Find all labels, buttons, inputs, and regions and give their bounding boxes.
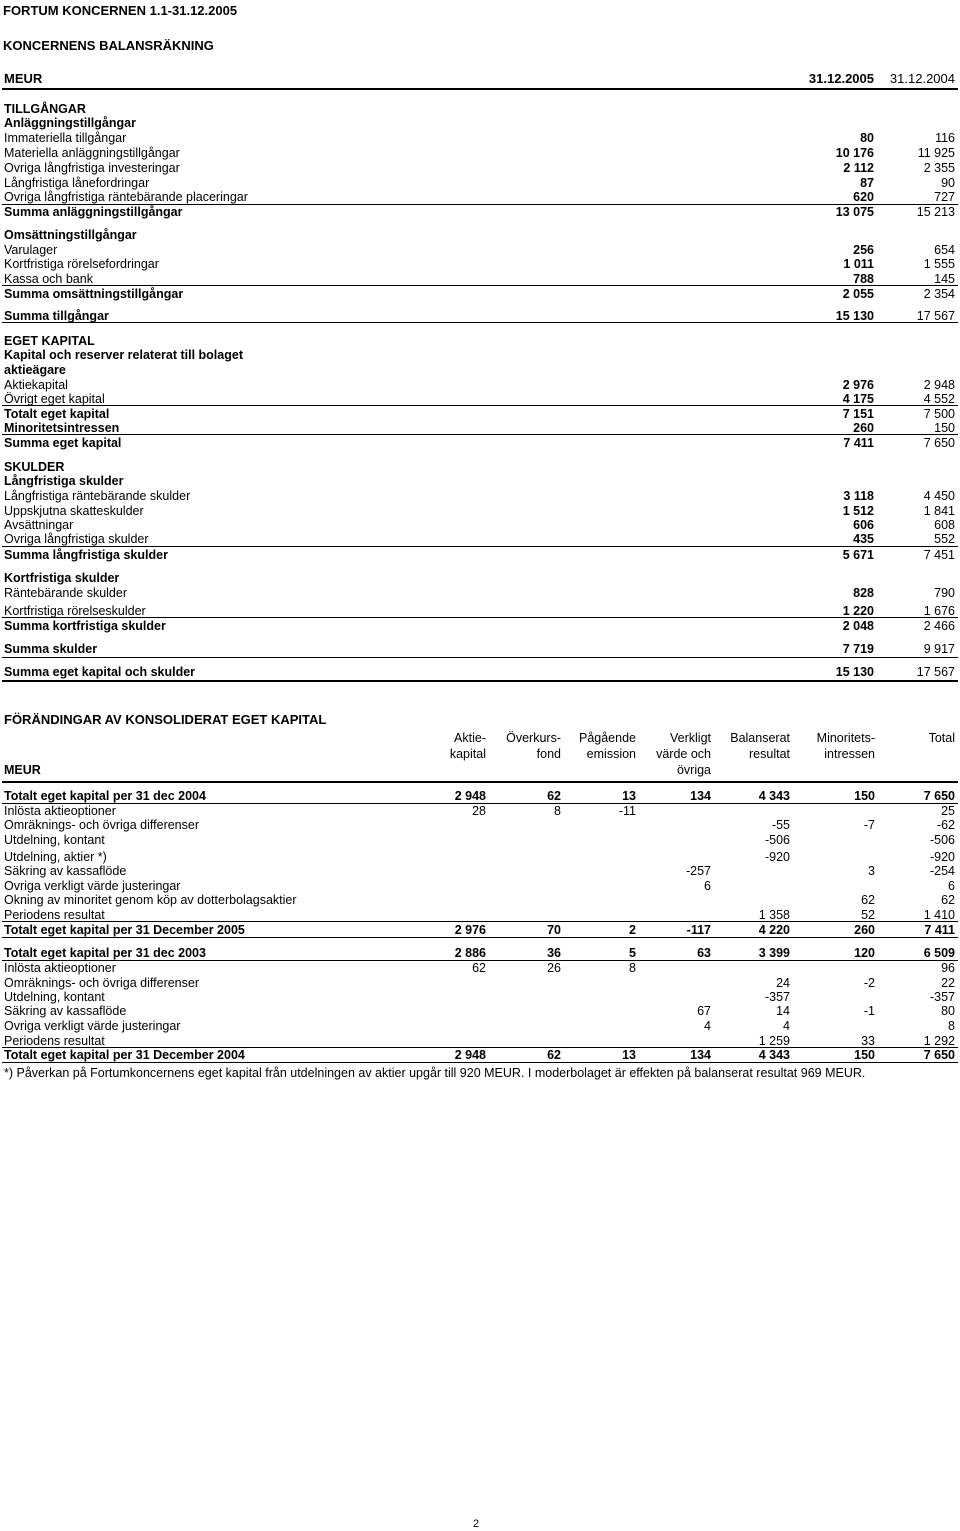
balance-value-2005: 620 <box>853 190 874 204</box>
changes-cell: 6 <box>948 879 955 893</box>
column-header-2005: 31.12.2005 <box>808 71 874 86</box>
changes-cell: -920 <box>929 850 955 864</box>
changes-cell: -117 <box>686 923 711 937</box>
changes-cell: 2 948 <box>454 1048 486 1062</box>
balance-value-2004: 2 354 <box>923 287 955 301</box>
table-rule <box>2 921 958 922</box>
balance-value-2004: 17 567 <box>916 309 955 323</box>
changes-cell: 134 <box>690 789 711 803</box>
changes-cell: -62 <box>936 818 955 832</box>
balance-value-2004: 90 <box>941 176 955 190</box>
changes-cell: 62 <box>547 789 561 803</box>
changes-cell: -7 <box>863 818 875 832</box>
balance-value-2005: 13 075 <box>835 205 874 219</box>
balance-value-2005: 3 118 <box>843 489 874 503</box>
balance-value-2004: 2 355 <box>923 161 955 175</box>
balance-row-label: Summa omsättningstillgångar <box>4 287 184 301</box>
balance-row-label: Räntebärande skulder <box>4 586 127 600</box>
changes-cell: 260 <box>854 923 875 937</box>
balance-row-label: Summa skulder <box>4 642 98 656</box>
balance-value-2004: 9 917 <box>923 642 955 656</box>
changes-cell: 5 <box>629 946 636 960</box>
table-rule <box>2 937 958 938</box>
section-subheading: Anläggningstillgångar <box>4 116 136 130</box>
footnote: *) Påverkan på Fortumkoncernens eget kapital från utdelningen av aktier upgår till 920 MEUR. I moderbolaget är effekten på balanserat resultat 969 MEUR. <box>4 1066 866 1080</box>
changes-row-label: Periodens resultat <box>4 1034 105 1048</box>
balance-value-2005: 7 151 <box>842 407 874 421</box>
changes-row-label: Utdelning, kontant <box>4 990 105 1004</box>
balance-row-label: Ovriga långfristiga investeringar <box>4 161 180 175</box>
changes-row-label: Totalt eget kapital per 31 dec 2003 <box>4 946 206 960</box>
balance-value-2004: 17 567 <box>916 665 955 679</box>
changes-cell: 1 410 <box>923 908 955 922</box>
changes-row-label: Ovriga verkligt värde justeringar <box>4 1019 181 1033</box>
changes-cell: 22 <box>941 976 955 990</box>
balance-row-label: Summa eget kapital <box>4 436 122 450</box>
balance-value-2004: 7 451 <box>923 548 955 562</box>
changes-cell: 4 343 <box>758 789 790 803</box>
changes-cell: 8 <box>554 804 561 818</box>
changes-cell: 70 <box>547 923 561 937</box>
section-subheading: aktieägare <box>4 363 66 377</box>
balance-value-2004: 552 <box>934 532 955 546</box>
changes-cell: 4 220 <box>758 923 790 937</box>
changes-title: FÖRÄNDINGAR AV KONSOLIDERAT EGET KAPITAL <box>4 712 327 727</box>
balance-row-label: Avsättningar <box>4 518 74 532</box>
balance-row-label: Kortfristiga rörelsefordringar <box>4 257 159 271</box>
changes-column-header: intressen <box>824 747 875 761</box>
section-heading: SKULDER <box>4 460 65 474</box>
balance-value-2004: 790 <box>934 586 955 600</box>
balance-row-label: Långfristiga lånefordringar <box>4 176 150 190</box>
balance-value-2005: 1 512 <box>842 504 874 518</box>
balance-row-label: Immateriella tillgångar <box>4 131 127 145</box>
balance-value-2004: 7 500 <box>923 407 955 421</box>
changes-cell: 2 886 <box>454 946 486 960</box>
balance-value-2005: 788 <box>853 272 874 286</box>
changes-row-label: Totalt eget kapital per 31 December 2004 <box>4 1048 245 1062</box>
balance-value-2004: 608 <box>934 518 955 532</box>
balance-row-label: Summa kortfristiga skulder <box>4 619 166 633</box>
changes-cell: 36 <box>547 946 561 960</box>
balance-value-2004: 116 <box>935 131 955 145</box>
balance-value-2005: 606 <box>853 518 874 532</box>
balance-value-2004: 2 466 <box>923 619 955 633</box>
balance-value-2005: 1 220 <box>842 604 874 618</box>
changes-cell: 7 411 <box>924 923 955 937</box>
changes-row-label: Ovriga verkligt värde justeringar <box>4 879 181 893</box>
table-rule <box>2 1047 958 1048</box>
balance-value-2005: 256 <box>853 243 874 257</box>
balance-row-label: Långfristiga räntebärande skulder <box>4 489 191 503</box>
changes-cell: 6 509 <box>923 946 955 960</box>
changes-row-label: Utdelning, kontant <box>4 833 105 847</box>
balance-row-label: Summa eget kapital och skulder <box>4 665 196 679</box>
section-heading: EGET KAPITAL <box>4 334 95 348</box>
page-number: 2 <box>473 1518 480 1530</box>
changes-cell: 1 259 <box>758 1034 790 1048</box>
balance-row-label: Uppskjutna skatteskulder <box>4 504 144 518</box>
changes-cell: 67 <box>697 1004 711 1018</box>
balance-value-2005: 828 <box>853 586 874 600</box>
changes-cell: -506 <box>764 833 790 847</box>
balance-value-2004: 11 925 <box>917 146 955 160</box>
table-rule <box>2 322 958 323</box>
changes-row-label: Säkring av kassaflöde <box>4 1004 127 1018</box>
table-rule <box>2 680 958 682</box>
changes-cell: -1 <box>863 1004 875 1018</box>
changes-column-header: Balanserat <box>730 731 790 745</box>
balance-value-2005: 7 411 <box>843 436 874 450</box>
table-rule <box>2 546 958 547</box>
balance-row-label: Övrigt eget kapital <box>4 392 105 406</box>
balance-value-2005: 7 719 <box>842 642 874 656</box>
changes-cell: 7 650 <box>923 789 955 803</box>
changes-column-header: värde och <box>656 747 711 761</box>
changes-cell: 28 <box>472 804 486 818</box>
table-rule <box>2 617 958 618</box>
changes-cell: 62 <box>472 961 486 975</box>
changes-column-header: emission <box>586 747 636 761</box>
changes-column-header: Överkurs- <box>506 731 561 745</box>
report-title: KONCERNENS BALANSRÄKNING <box>3 38 214 53</box>
balance-value-2004: 4 450 <box>923 489 955 503</box>
column-header-2004: 31.12.2004 <box>889 71 955 86</box>
changes-cell: 3 399 <box>758 946 790 960</box>
changes-cell: 62 <box>547 1048 561 1062</box>
changes-column-header: Minoritets- <box>816 731 875 745</box>
changes-cell: 1 358 <box>758 908 790 922</box>
changes-cell: 52 <box>861 908 875 922</box>
changes-cell: 4 343 <box>758 1048 790 1062</box>
changes-cell: 1 292 <box>923 1034 955 1048</box>
section-subheading: Långfristiga skulder <box>4 474 124 488</box>
changes-cell: 134 <box>690 1048 711 1062</box>
changes-cell: -55 <box>771 818 790 832</box>
table-rule <box>2 434 958 435</box>
balance-row-label: Summa långfristiga skulder <box>4 548 168 562</box>
balance-value-2005: 435 <box>853 532 874 546</box>
changes-cell: 96 <box>941 961 955 975</box>
changes-cell: 14 <box>776 1004 790 1018</box>
balance-row-label: Materiella anläggningstillgångar <box>4 146 180 160</box>
balance-value-2005: 4 175 <box>842 392 874 406</box>
changes-row-label: Totalt eget kapital per 31 dec 2004 <box>4 789 206 803</box>
changes-cell: 3 <box>868 864 875 878</box>
changes-row-label: Periodens resultat <box>4 908 105 922</box>
table-rule <box>2 803 958 804</box>
table-rule <box>2 657 958 658</box>
changes-cell: 150 <box>854 1048 875 1062</box>
balance-row-label: Ovriga långfristiga skulder <box>4 532 149 546</box>
changes-cell: 150 <box>854 789 875 803</box>
changes-column-header: kapital <box>449 747 486 761</box>
table-rule <box>2 960 958 961</box>
changes-cell: 24 <box>776 976 790 990</box>
changes-meur: MEUR <box>4 763 41 777</box>
balance-value-2005: 2 112 <box>843 161 874 175</box>
changes-row-label: Inlösta aktieoptioner <box>4 961 116 975</box>
changes-cell: 120 <box>854 946 875 960</box>
balance-value-2004: 727 <box>934 190 955 204</box>
changes-cell: -357 <box>929 990 955 1004</box>
balance-row-label: Kassa och bank <box>4 272 93 286</box>
changes-cell: 80 <box>941 1004 955 1018</box>
changes-column-header: övriga <box>676 763 711 777</box>
balance-row-label: Aktiekapital <box>4 378 68 392</box>
balance-value-2004: 15 213 <box>916 205 955 219</box>
changes-cell: -11 <box>618 804 636 818</box>
balance-row-label: Kortfristiga rörelseskulder <box>4 604 146 618</box>
table-rule <box>2 1062 958 1063</box>
balance-value-2005: 2 976 <box>842 378 874 392</box>
balance-value-2004: 1 555 <box>923 257 955 271</box>
section-subheading: Omsättningstillgångar <box>4 228 137 242</box>
table-rule <box>2 781 958 783</box>
changes-cell: 2 <box>629 923 636 937</box>
balance-row-label: Minoritetsintressen <box>4 421 120 435</box>
balance-value-2005: 87 <box>860 176 874 190</box>
balance-value-2005: 10 176 <box>835 146 874 160</box>
balance-value-2005: 5 671 <box>842 548 874 562</box>
changes-column-header: Aktie- <box>454 731 486 745</box>
balance-value-2004: 1 676 <box>923 604 955 618</box>
balance-row-label: Summa tillgångar <box>4 309 109 323</box>
balance-value-2005: 15 130 <box>835 309 874 323</box>
changes-row-label: Omräknings- och övriga differenser <box>4 818 199 832</box>
balance-value-2004: 145 <box>934 272 955 286</box>
column-header-meur: MEUR <box>4 71 43 86</box>
balance-row-label: Ovriga långfristiga räntebärande placeringar <box>4 190 248 204</box>
balance-value-2004: 654 <box>934 243 955 257</box>
changes-cell: 33 <box>861 1034 875 1048</box>
changes-cell: 6 <box>704 879 711 893</box>
balance-value-2004: 1 841 <box>923 504 955 518</box>
balance-value-2005: 260 <box>853 421 874 435</box>
changes-column-header: fond <box>536 747 561 761</box>
changes-cell: 62 <box>861 893 875 907</box>
balance-row-label: Summa anläggningstillgångar <box>4 205 183 219</box>
balance-value-2004: 150 <box>934 421 955 435</box>
changes-cell: 2 976 <box>454 923 486 937</box>
balance-value-2005: 80 <box>860 131 874 145</box>
changes-cell: 4 <box>704 1019 711 1033</box>
changes-cell: -254 <box>929 864 955 878</box>
balance-row-label: Totalt eget kapital <box>4 407 110 421</box>
changes-cell: 8 <box>948 1019 955 1033</box>
changes-column-header: resultat <box>749 747 790 761</box>
changes-row-label: Okning av minoritet genom köp av dotterbolagsaktier <box>4 893 297 907</box>
section-heading: TILLGÅNGAR <box>4 102 86 116</box>
changes-cell: 8 <box>629 961 636 975</box>
balance-value-2004: 7 650 <box>923 436 955 450</box>
changes-row-label: Omräknings- och övriga differenser <box>4 976 199 990</box>
balance-value-2005: 2 048 <box>842 619 874 633</box>
changes-row-label: Totalt eget kapital per 31 December 2005 <box>4 923 245 937</box>
table-rule <box>2 285 958 286</box>
section-subheading: Kapital och reserver relaterat till bolaget <box>4 348 243 362</box>
changes-row-label: Utdelning, aktier *) <box>4 850 107 864</box>
table-rule <box>2 88 958 90</box>
changes-cell: -257 <box>685 864 711 878</box>
changes-cell: -506 <box>929 833 955 847</box>
changes-cell: 62 <box>941 893 955 907</box>
balance-row-label: Varulager <box>4 243 58 257</box>
section-subheading: Kortfristiga skulder <box>4 571 120 585</box>
changes-cell: -920 <box>764 850 790 864</box>
changes-column-header: Verkligt <box>670 731 711 745</box>
changes-cell: -357 <box>764 990 790 1004</box>
changes-cell: 13 <box>622 1048 636 1062</box>
balance-value-2004: 4 552 <box>923 392 955 406</box>
table-rule <box>2 405 958 406</box>
changes-row-label: Inlösta aktieoptioner <box>4 804 116 818</box>
changes-cell: 4 <box>783 1019 790 1033</box>
company-heading: FORTUM KONCERNEN 1.1-31.12.2005 <box>3 3 238 18</box>
balance-value-2005: 15 130 <box>835 665 874 679</box>
balance-value-2004: 2 948 <box>923 378 955 392</box>
changes-cell: 25 <box>941 804 955 818</box>
changes-column-header: Total <box>928 731 955 745</box>
balance-value-2005: 1 011 <box>843 257 874 271</box>
changes-cell: 63 <box>697 946 711 960</box>
changes-column-header: Pågående <box>578 731 636 745</box>
changes-row-label: Säkring av kassaflöde <box>4 864 127 878</box>
balance-value-2005: 2 055 <box>842 287 874 301</box>
changes-cell: -2 <box>863 976 875 990</box>
changes-cell: 26 <box>547 961 561 975</box>
changes-cell: 2 948 <box>454 789 486 803</box>
changes-cell: 13 <box>622 789 636 803</box>
changes-cell: 7 650 <box>923 1048 955 1062</box>
